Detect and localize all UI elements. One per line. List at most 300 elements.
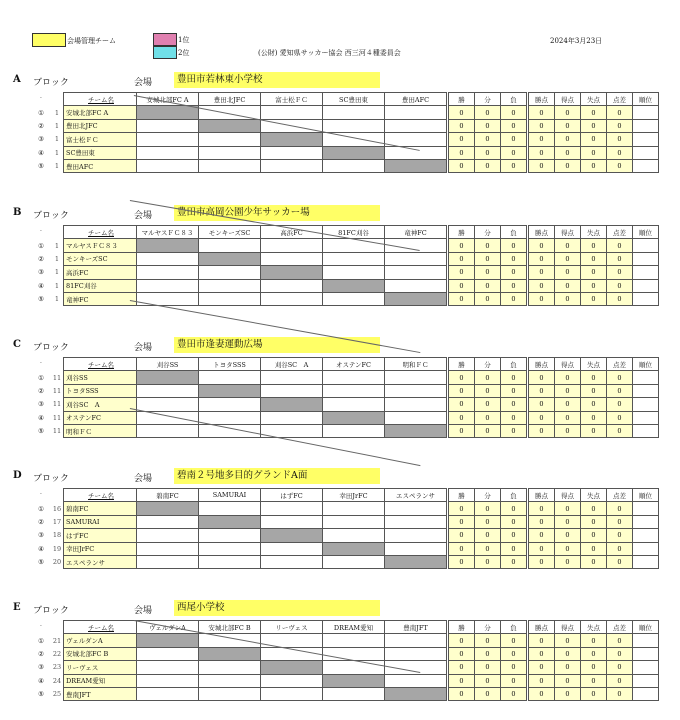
stat-cell: 0 xyxy=(475,266,501,279)
block-header xyxy=(0,468,680,484)
stat-cell: 0 xyxy=(607,384,633,397)
match-result-cell[interactable] xyxy=(385,279,447,292)
stat-cell: 0 xyxy=(501,647,527,660)
rank-cell[interactable] xyxy=(633,384,659,397)
match-result-cell[interactable] xyxy=(385,411,447,424)
stat-cell: 0 xyxy=(529,502,555,515)
match-result-cell[interactable] xyxy=(137,384,199,397)
match-result-cell[interactable] xyxy=(323,647,385,660)
match-result-cell[interactable] xyxy=(323,502,385,515)
stat-cell: 0 xyxy=(529,687,555,700)
self-match-cell[interactable] xyxy=(199,384,261,397)
row-number: ④ xyxy=(38,148,44,157)
rank-cell[interactable] xyxy=(633,119,659,132)
match-result-cell[interactable] xyxy=(261,371,323,384)
match-result-cell[interactable] xyxy=(137,515,199,528)
row-number: ② xyxy=(38,517,44,526)
stat-cell: 0 xyxy=(449,252,475,265)
stat-col-header: 勝点 xyxy=(529,93,555,106)
stat-col-header: 順位 xyxy=(633,226,659,239)
match-result-cell[interactable] xyxy=(261,411,323,424)
venue-name: 豊田市若林東小学校 xyxy=(174,72,380,88)
team-name: 豊田AFC xyxy=(64,159,137,172)
dot-marker: . xyxy=(40,621,42,628)
team-col-header: チーム名 xyxy=(64,358,137,371)
rank-cell[interactable] xyxy=(633,634,659,647)
rank-cell[interactable] xyxy=(633,159,659,172)
stat-cell: 0 xyxy=(501,146,527,159)
self-match-cell[interactable] xyxy=(261,266,323,279)
match-result-cell[interactable] xyxy=(137,398,199,411)
match-result-cell[interactable] xyxy=(199,555,261,568)
match-result-cell[interactable] xyxy=(137,555,199,568)
self-match-cell[interactable] xyxy=(323,674,385,687)
match-result-cell[interactable] xyxy=(323,687,385,700)
rank-cell[interactable] xyxy=(633,502,659,515)
stat-cell: 0 xyxy=(501,371,527,384)
blank-cell xyxy=(51,489,64,502)
match-result-cell[interactable] xyxy=(199,687,261,700)
rank-cell[interactable] xyxy=(633,555,659,568)
stat-cell: 0 xyxy=(581,146,607,159)
match-result-cell[interactable] xyxy=(137,279,199,292)
match-result-cell[interactable] xyxy=(323,133,385,146)
stat-col-header: 勝 xyxy=(449,93,475,106)
row-number: ③ xyxy=(38,268,44,277)
stat-cell: 0 xyxy=(555,266,581,279)
match-result-cell[interactable] xyxy=(137,119,199,132)
row-number: ⑤ xyxy=(38,162,44,171)
venue-name: 西尾小学校 xyxy=(174,600,380,616)
venue-label: 会場 xyxy=(134,78,153,88)
self-match-cell[interactable] xyxy=(137,106,199,119)
stat-cell: 0 xyxy=(449,133,475,146)
rank-cell[interactable] xyxy=(633,106,659,119)
match-result-cell[interactable] xyxy=(261,146,323,159)
stat-cell: 0 xyxy=(449,384,475,397)
match-result-cell[interactable] xyxy=(323,661,385,674)
team-name: マルヤスＦＣ８３ xyxy=(64,239,137,252)
rank-cell[interactable] xyxy=(633,687,659,700)
match-result-cell[interactable] xyxy=(323,371,385,384)
stat-col-header: 負 xyxy=(501,358,527,371)
opponent-col-header: 81FC刈谷 xyxy=(323,226,385,239)
match-result-cell[interactable] xyxy=(323,119,385,132)
match-result-cell[interactable] xyxy=(137,146,199,159)
match-result-cell[interactable] xyxy=(323,252,385,265)
stat-cell: 0 xyxy=(529,411,555,424)
table-row xyxy=(31,634,659,647)
self-match-cell[interactable] xyxy=(199,252,261,265)
match-result-cell[interactable] xyxy=(137,252,199,265)
self-match-cell[interactable] xyxy=(261,661,323,674)
match-result-cell[interactable] xyxy=(199,502,261,515)
match-result-cell[interactable] xyxy=(323,106,385,119)
stat-cell: 0 xyxy=(581,411,607,424)
row-number: ① xyxy=(38,504,44,513)
dot-marker: . xyxy=(40,226,42,233)
stat-cell: 0 xyxy=(555,502,581,515)
match-result-cell[interactable] xyxy=(385,515,447,528)
stat-col-header: 負 xyxy=(501,93,527,106)
row-index: 1 xyxy=(51,159,64,172)
match-result-cell[interactable] xyxy=(385,647,447,660)
rank-cell[interactable] xyxy=(633,133,659,146)
stat-cell: 0 xyxy=(449,106,475,119)
self-match-cell[interactable] xyxy=(323,279,385,292)
match-result-cell[interactable] xyxy=(323,555,385,568)
stat-cell: 0 xyxy=(501,502,527,515)
row-number: ⑤ xyxy=(38,690,44,699)
match-result-cell[interactable] xyxy=(385,398,447,411)
row-index: 24 xyxy=(51,674,64,687)
rank-cell[interactable] xyxy=(633,674,659,687)
row-number: ④ xyxy=(38,544,44,553)
dot-marker: . xyxy=(40,358,42,365)
self-match-cell[interactable] xyxy=(137,239,199,252)
self-match-cell[interactable] xyxy=(385,159,447,172)
stat-cell: 0 xyxy=(529,424,555,437)
match-result-cell[interactable] xyxy=(261,239,323,252)
row-number: ⑤ xyxy=(38,427,44,436)
match-result-cell[interactable] xyxy=(261,159,323,172)
match-result-cell[interactable] xyxy=(261,542,323,555)
row-index: 1 xyxy=(51,292,64,305)
match-result-cell[interactable] xyxy=(199,239,261,252)
match-result-cell[interactable] xyxy=(385,674,447,687)
rank-cell[interactable] xyxy=(633,266,659,279)
match-result-cell[interactable] xyxy=(385,146,447,159)
match-result-cell[interactable] xyxy=(137,647,199,660)
table-row xyxy=(31,555,659,568)
venue-name: 豊田市高岡公園少年サッカー場 xyxy=(174,205,380,221)
match-result-cell[interactable] xyxy=(323,384,385,397)
block-header xyxy=(0,600,680,616)
stat-cell: 0 xyxy=(581,529,607,542)
match-result-cell[interactable] xyxy=(199,398,261,411)
match-result-cell[interactable] xyxy=(261,555,323,568)
stat-cell: 0 xyxy=(449,674,475,687)
opponent-col-header: 碧南FC xyxy=(137,489,199,502)
match-result-cell[interactable] xyxy=(323,424,385,437)
match-result-cell[interactable] xyxy=(137,674,199,687)
block-label: ブロック xyxy=(33,343,69,353)
match-result-cell[interactable] xyxy=(137,266,199,279)
dot-marker: . xyxy=(40,489,42,496)
match-result-cell[interactable] xyxy=(323,292,385,305)
stat-cell: 0 xyxy=(449,555,475,568)
stat-cell: 0 xyxy=(475,371,501,384)
stat-cell: 0 xyxy=(529,515,555,528)
blank-cell xyxy=(51,93,64,106)
row-index: 1 xyxy=(51,133,64,146)
opponent-col-header: 幸田JrFC xyxy=(323,489,385,502)
self-match-cell[interactable] xyxy=(261,398,323,411)
stat-cell: 0 xyxy=(475,555,501,568)
stat-cell: 0 xyxy=(449,424,475,437)
stat-cell: 0 xyxy=(607,146,633,159)
stat-cell: 0 xyxy=(581,674,607,687)
match-result-cell[interactable] xyxy=(385,266,447,279)
stat-cell: 0 xyxy=(449,292,475,305)
self-match-cell[interactable] xyxy=(385,555,447,568)
stat-cell: 0 xyxy=(581,384,607,397)
venue-name: 豊田市逢妻運動広場 xyxy=(174,337,380,353)
stat-cell: 0 xyxy=(555,647,581,660)
match-result-cell[interactable] xyxy=(261,674,323,687)
stat-cell: 0 xyxy=(475,292,501,305)
venue-label: 会場 xyxy=(134,606,153,616)
stat-col-header: 勝 xyxy=(449,621,475,634)
stat-cell: 0 xyxy=(529,674,555,687)
stat-cell: 0 xyxy=(449,159,475,172)
self-match-cell[interactable] xyxy=(137,634,199,647)
row-index: 1 xyxy=(51,252,64,265)
match-result-cell[interactable] xyxy=(385,634,447,647)
match-result-cell[interactable] xyxy=(385,502,447,515)
row-index: 11 xyxy=(51,384,64,397)
stat-cell: 0 xyxy=(475,398,501,411)
stat-cell: 0 xyxy=(529,661,555,674)
rank-cell[interactable] xyxy=(633,529,659,542)
row-index: 22 xyxy=(51,647,64,660)
table-row xyxy=(31,119,659,132)
opponent-col-header: リーヴェス xyxy=(261,621,323,634)
row-number: ② xyxy=(38,254,44,263)
self-match-cell[interactable] xyxy=(199,647,261,660)
team-name: 刈谷SS xyxy=(64,371,137,384)
legend-first-label: 1位 xyxy=(178,36,190,44)
stat-cell: 0 xyxy=(475,502,501,515)
block-header xyxy=(0,205,680,221)
match-result-cell[interactable] xyxy=(137,133,199,146)
match-result-cell[interactable] xyxy=(199,674,261,687)
match-result-cell[interactable] xyxy=(385,119,447,132)
row-index: 23 xyxy=(51,661,64,674)
table-row xyxy=(31,529,659,542)
stat-cell: 0 xyxy=(475,159,501,172)
row-index: 11 xyxy=(51,398,64,411)
stat-col-header: 分 xyxy=(475,226,501,239)
stat-cell: 0 xyxy=(529,159,555,172)
stat-cell: 0 xyxy=(581,542,607,555)
team-col-header: チーム名 xyxy=(64,621,137,634)
self-match-cell[interactable] xyxy=(323,542,385,555)
match-result-cell[interactable] xyxy=(261,279,323,292)
rank-cell[interactable] xyxy=(633,398,659,411)
stat-cell: 0 xyxy=(607,266,633,279)
stat-cell: 0 xyxy=(581,159,607,172)
team-name: 81FC刈谷 xyxy=(64,279,137,292)
stat-cell: 0 xyxy=(449,542,475,555)
match-result-cell[interactable] xyxy=(199,371,261,384)
match-result-cell[interactable] xyxy=(261,384,323,397)
opponent-col-header: トヨタSSS xyxy=(199,358,261,371)
stat-cell: 0 xyxy=(449,371,475,384)
self-match-cell[interactable] xyxy=(261,133,323,146)
table-row xyxy=(31,424,659,437)
stat-cell: 0 xyxy=(607,411,633,424)
stat-cell: 0 xyxy=(501,106,527,119)
stat-col-header: 得点 xyxy=(555,358,581,371)
stat-cell: 0 xyxy=(607,106,633,119)
rank-cell[interactable] xyxy=(633,661,659,674)
match-result-cell[interactable] xyxy=(261,687,323,700)
rank-cell[interactable] xyxy=(633,292,659,305)
blank-cell xyxy=(31,489,51,502)
rank-cell[interactable] xyxy=(633,424,659,437)
self-match-cell[interactable] xyxy=(385,424,447,437)
stat-cell: 0 xyxy=(529,279,555,292)
match-result-cell[interactable] xyxy=(261,292,323,305)
match-result-cell[interactable] xyxy=(137,529,199,542)
self-match-cell[interactable] xyxy=(137,502,199,515)
self-match-cell[interactable] xyxy=(261,529,323,542)
match-result-cell[interactable] xyxy=(137,424,199,437)
stat-col-header: 失点 xyxy=(581,358,607,371)
stat-col-header: 順位 xyxy=(633,489,659,502)
match-result-cell[interactable] xyxy=(199,159,261,172)
self-match-cell[interactable] xyxy=(323,146,385,159)
rank-cell[interactable] xyxy=(633,647,659,660)
stat-col-header: 勝 xyxy=(449,358,475,371)
stat-cell: 0 xyxy=(607,661,633,674)
stat-col-header: 分 xyxy=(475,93,501,106)
stat-col-header: 点差 xyxy=(607,621,633,634)
match-result-cell[interactable] xyxy=(261,252,323,265)
stat-cell: 0 xyxy=(449,146,475,159)
stat-col-header: 得点 xyxy=(555,226,581,239)
table-header-row xyxy=(31,621,659,634)
block-header xyxy=(0,337,680,353)
self-match-cell[interactable] xyxy=(385,292,447,305)
rank-cell[interactable] xyxy=(633,239,659,252)
self-match-cell[interactable] xyxy=(199,515,261,528)
legend-venue-label: 会場管理チーム xyxy=(67,37,116,45)
match-result-cell[interactable] xyxy=(323,398,385,411)
match-result-cell[interactable] xyxy=(137,661,199,674)
match-result-cell[interactable] xyxy=(385,384,447,397)
rank-cell[interactable] xyxy=(633,252,659,265)
block-letter: E xyxy=(13,602,21,613)
match-result-cell[interactable] xyxy=(385,252,447,265)
team-name: リーヴェス xyxy=(64,661,137,674)
stat-cell: 0 xyxy=(555,133,581,146)
match-result-cell[interactable] xyxy=(137,687,199,700)
match-result-cell[interactable] xyxy=(199,146,261,159)
table-row xyxy=(31,674,659,687)
stat-cell: 0 xyxy=(475,279,501,292)
rank-cell[interactable] xyxy=(633,515,659,528)
match-result-cell[interactable] xyxy=(385,542,447,555)
stat-cell: 0 xyxy=(555,529,581,542)
match-result-cell[interactable] xyxy=(323,239,385,252)
match-result-cell[interactable] xyxy=(261,502,323,515)
stat-cell: 0 xyxy=(475,119,501,132)
team-name: 安城北部FC B xyxy=(64,647,137,660)
match-result-cell[interactable] xyxy=(323,515,385,528)
match-result-cell[interactable] xyxy=(323,529,385,542)
stat-cell: 0 xyxy=(449,398,475,411)
stat-cell: 0 xyxy=(581,266,607,279)
stat-cell: 0 xyxy=(475,542,501,555)
stat-cell: 0 xyxy=(449,119,475,132)
stat-cell: 0 xyxy=(501,266,527,279)
match-result-cell[interactable] xyxy=(323,266,385,279)
block-letter: A xyxy=(13,74,21,85)
match-result-cell[interactable] xyxy=(199,542,261,555)
match-result-cell[interactable] xyxy=(385,529,447,542)
team-name: 豊田北JFC xyxy=(64,119,137,132)
match-result-cell[interactable] xyxy=(323,159,385,172)
stat-cell: 0 xyxy=(555,674,581,687)
stat-cell: 0 xyxy=(555,661,581,674)
stat-cell: 0 xyxy=(607,502,633,515)
match-result-cell[interactable] xyxy=(137,411,199,424)
dot-marker: . xyxy=(40,93,42,100)
match-result-cell[interactable] xyxy=(261,106,323,119)
block-e xyxy=(0,600,680,720)
opponent-col-header: 豊田AFC xyxy=(385,93,447,106)
venue-label: 会場 xyxy=(134,343,153,353)
row-index: 1 xyxy=(51,106,64,119)
self-match-cell[interactable] xyxy=(385,687,447,700)
match-result-cell[interactable] xyxy=(323,634,385,647)
match-result-cell[interactable] xyxy=(385,371,447,384)
team-name: 明和ＦＣ xyxy=(64,424,137,437)
rank-cell[interactable] xyxy=(633,411,659,424)
self-match-cell[interactable] xyxy=(199,119,261,132)
stat-col-header: 順位 xyxy=(633,621,659,634)
match-result-cell[interactable] xyxy=(137,542,199,555)
stat-col-header: 点差 xyxy=(607,93,633,106)
stat-cell: 0 xyxy=(475,647,501,660)
match-result-cell[interactable] xyxy=(261,515,323,528)
rank-cell[interactable] xyxy=(633,146,659,159)
stat-cell: 0 xyxy=(449,515,475,528)
stat-cell: 0 xyxy=(581,634,607,647)
team-name: 豊南JFT xyxy=(64,687,137,700)
self-match-cell[interactable] xyxy=(323,411,385,424)
match-result-cell[interactable] xyxy=(199,292,261,305)
rank-cell[interactable] xyxy=(633,371,659,384)
stat-cell: 0 xyxy=(501,661,527,674)
match-result-cell[interactable] xyxy=(199,133,261,146)
opponent-col-header: SAMURAI xyxy=(199,489,261,502)
table-row xyxy=(31,411,659,424)
stat-cell: 0 xyxy=(581,398,607,411)
match-result-cell[interactable] xyxy=(199,529,261,542)
stat-cell: 0 xyxy=(581,502,607,515)
stat-cell: 0 xyxy=(501,687,527,700)
match-result-cell[interactable] xyxy=(199,266,261,279)
rank-cell[interactable] xyxy=(633,542,659,555)
row-number: ⑤ xyxy=(38,558,44,567)
match-result-cell[interactable] xyxy=(137,159,199,172)
self-match-cell[interactable] xyxy=(137,371,199,384)
stat-cell: 0 xyxy=(555,279,581,292)
block-b xyxy=(0,205,680,325)
standings-table xyxy=(31,92,659,173)
match-result-cell[interactable] xyxy=(199,661,261,674)
match-result-cell[interactable] xyxy=(199,279,261,292)
stat-cell: 0 xyxy=(607,292,633,305)
stat-cell: 0 xyxy=(501,398,527,411)
rank-cell[interactable] xyxy=(633,279,659,292)
match-result-cell[interactable] xyxy=(385,106,447,119)
opponent-col-header: はずFC xyxy=(261,489,323,502)
team-col-header: チーム名 xyxy=(64,489,137,502)
